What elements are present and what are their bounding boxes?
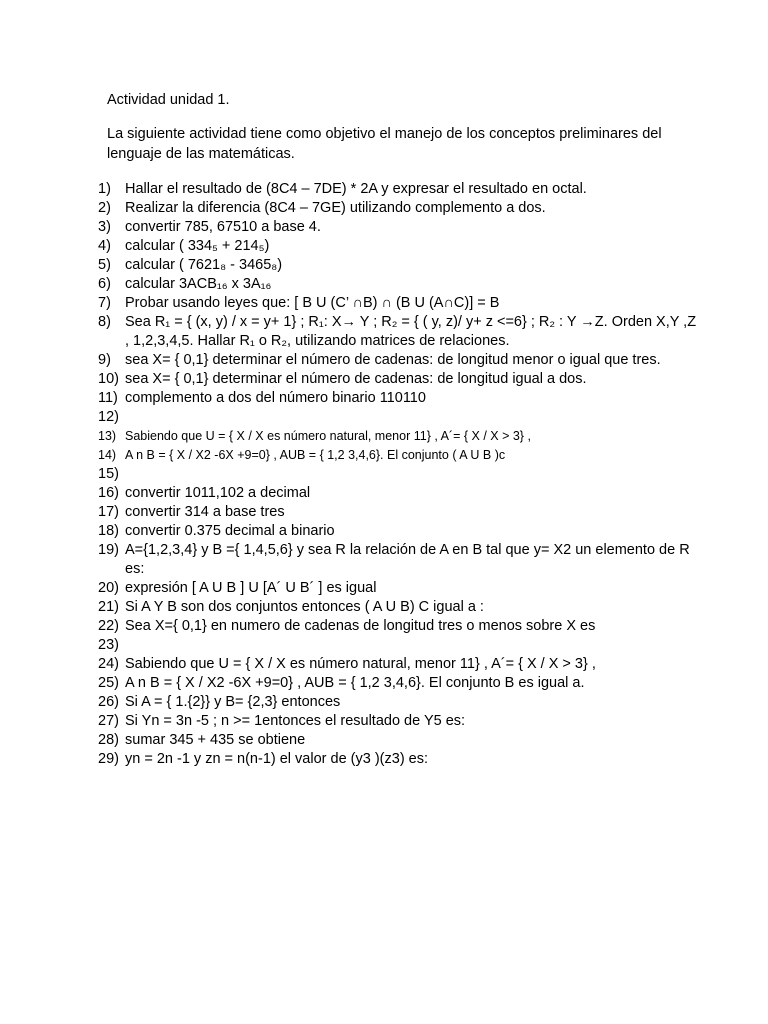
exercise-list — [98, 180, 698, 769]
list-item — [98, 199, 698, 218]
item-text: complemento a dos del número binario 110110 — [125, 390, 426, 406]
item-number: 28) — [98, 732, 119, 748]
item-number: 1) — [98, 181, 111, 197]
item-text: convertir 785, 67510 a base 4. — [125, 219, 321, 235]
item-number: 27) — [98, 713, 119, 729]
list-item — [98, 617, 698, 636]
item-number: 19) — [98, 542, 119, 558]
item-text: Probar usando leyes que: [ B U (C’ ∩B) ∩ (B U (A∩C)] = B — [125, 295, 500, 311]
list-item — [98, 712, 698, 731]
list-item — [98, 313, 698, 351]
item-text: sumar 345 + 435 se obtiene — [125, 732, 306, 748]
item-text: Si A = { 1.{2}} y B= {2,3} entonces — [125, 694, 341, 710]
item-number: 29) — [98, 751, 119, 767]
item-text: Sabiendo que U = { X / X es número natural, menor 11} , A´= { X / X > 3} , — [125, 656, 596, 672]
item-number: 6) — [98, 276, 111, 292]
item-text: A={1,2,3,4} y B ={ 1,4,5,6} y sea R la relación de A en B tal que y= X2 un elemento de R es: — [125, 542, 690, 577]
list-item — [98, 503, 698, 522]
item-text: convertir 1011,102 a decimal — [125, 485, 311, 501]
item-number: 5) — [98, 257, 111, 273]
item-number: 17) — [98, 504, 119, 520]
item-text: A n B = { X / X2 -6X +9=0} , AUB = { 1,2 3,4,6}. El conjunto ( A U B )c — [125, 448, 506, 462]
item-text: Sea R₁ = { (x, y) / x = y+ 1} ; R₁: X→ Y ; R₂ = { ( y, z)/ y+ z <=6} ; R₂ : Y →Z. Orden X,Y ,Z , 1,2,3,4,5. Hallar R₁ o R₂, utilizando matrices de relaciones. — [125, 314, 697, 349]
item-number: 10) — [98, 371, 119, 387]
item-number: 24) — [98, 656, 119, 672]
item-text: calcular 3ACB₁₆ x 3A₁₆ — [125, 276, 272, 292]
item-text: calcular ( 334₅ + 214₅) — [125, 238, 270, 254]
document-title: Actividad unidad 1. — [107, 92, 230, 108]
item-number: 26) — [98, 694, 119, 710]
item-number: 12) — [98, 409, 119, 425]
item-text: sea X= { 0,1} determinar el número de cadenas: de longitud menor o igual que tres. — [125, 352, 661, 368]
list-item — [98, 408, 698, 427]
item-text: yn = 2n -1 y zn = n(n-1) el valor de (y3 )(z3) es: — [125, 751, 429, 767]
item-number: 13) — [98, 429, 117, 443]
list-item — [98, 351, 698, 370]
item-number: 11) — [98, 390, 118, 406]
item-text: convertir 314 a base tres — [125, 504, 285, 520]
list-item — [98, 446, 698, 465]
item-number: 23) — [98, 637, 119, 653]
item-text — [125, 465, 698, 484]
list-item — [98, 674, 698, 693]
list-item — [98, 465, 698, 484]
list-item — [98, 256, 698, 275]
item-number: 22) — [98, 618, 119, 634]
item-text: convertir 0.375 decimal a binario — [125, 523, 335, 539]
list-item — [98, 522, 698, 541]
list-item — [98, 636, 698, 655]
list-item — [98, 275, 698, 294]
list-item — [98, 731, 698, 750]
item-text: Sabiendo que U = { X / X es número natural, menor 11} , A´= { X / X > 3} , — [125, 429, 531, 443]
list-item — [98, 541, 698, 579]
item-text: expresión [ A U B ] U [A´ U B´ ] es igual — [125, 580, 377, 596]
item-text: Sea X={ 0,1} en numero de cadenas de longitud tres o menos sobre X es — [125, 618, 596, 634]
item-text: sea X= { 0,1} determinar el número de cadenas: de longitud igual a dos. — [125, 371, 587, 387]
item-number: 20) — [98, 580, 119, 596]
list-item — [98, 370, 698, 389]
intro-paragraph: La siguiente actividad tiene como objetivo el manejo de los conceptos preliminares del lenguaje de las matemáticas. — [107, 126, 662, 162]
item-number: 2) — [98, 200, 111, 216]
item-number: 7) — [98, 295, 111, 311]
list-item — [98, 484, 698, 503]
item-number: 21) — [98, 599, 119, 615]
list-item — [98, 579, 698, 598]
list-item — [98, 237, 698, 256]
item-number: 18) — [98, 523, 119, 539]
item-text: A n B = { X / X2 -6X +9=0} , AUB = { 1,2 3,4,6}. El conjunto B es igual a. — [125, 675, 585, 691]
item-number: 14) — [98, 448, 117, 462]
item-text: Si A Y B son dos conjuntos entonces ( A U B) C igual a : — [125, 599, 484, 615]
item-number: 4) — [98, 238, 111, 254]
list-item — [98, 180, 698, 199]
item-text — [125, 636, 698, 655]
list-item — [98, 427, 698, 446]
list-item — [98, 693, 698, 712]
item-text: Realizar la diferencia (8C4 – 7GE) utilizando complemento a dos. — [125, 200, 546, 216]
item-text — [125, 408, 698, 427]
list-item — [98, 294, 698, 313]
item-text: Hallar el resultado de (8C4 – 7DE) * 2A y expresar el resultado en octal. — [125, 181, 587, 197]
list-item — [98, 750, 698, 769]
item-number: 8) — [98, 314, 111, 330]
list-item — [98, 389, 698, 408]
item-text: calcular ( 7621₈ - 3465₈) — [125, 257, 283, 273]
list-item — [98, 655, 698, 674]
item-number: 15) — [98, 466, 119, 482]
item-number: 3) — [98, 219, 111, 235]
item-number: 16) — [98, 485, 119, 501]
list-item — [98, 218, 698, 237]
item-text: Si Yn = 3n -5 ; n >= 1entonces el resultado de Y5 es: — [125, 713, 466, 729]
item-number: 9) — [98, 352, 111, 368]
list-item — [98, 598, 698, 617]
item-number: 25) — [98, 675, 119, 691]
